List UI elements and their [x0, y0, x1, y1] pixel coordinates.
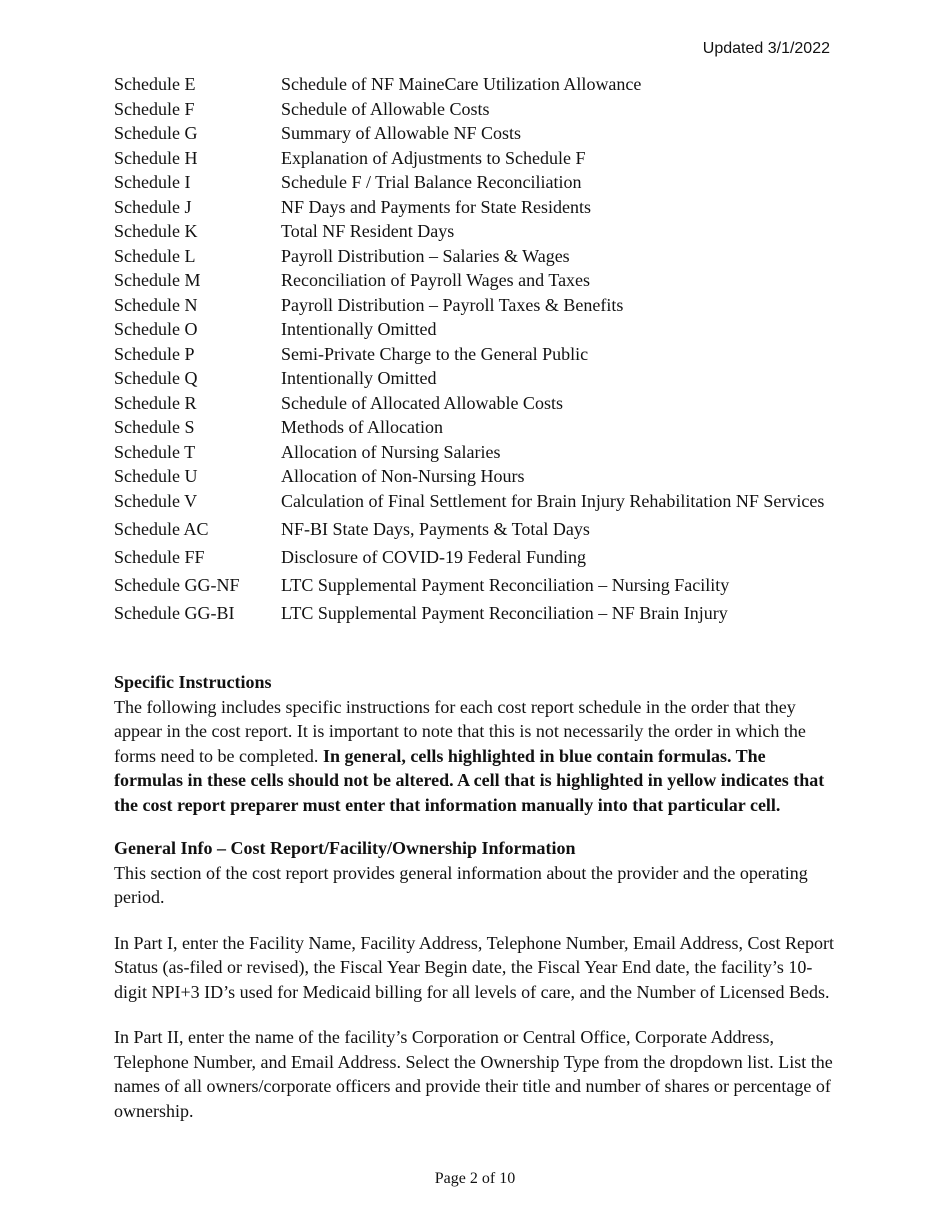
page-number: Page 2 of 10 [434, 1170, 516, 1187]
schedule-desc: Schedule of Allowable Costs [281, 98, 490, 119]
schedule-code: Schedule GG-NF [114, 574, 240, 595]
schedule-desc: Methods of Allocation [281, 417, 443, 437]
schedule-desc: Semi-Private Charge to the General Public [281, 343, 589, 364]
schedule-row [114, 219, 834, 244]
schedule-desc: Summary of Allowable NF Costs [281, 123, 522, 143]
schedule-desc: LTC Supplemental Payment Reconciliation – NF Brain Injury [281, 602, 728, 623]
schedule-desc: Intentionally Omitted [281, 319, 437, 339]
schedule-row [114, 97, 834, 122]
schedule-row [114, 268, 834, 293]
schedule-row [114, 391, 834, 416]
schedule-desc: Total NF Resident Days [281, 221, 455, 241]
schedule-row [114, 244, 834, 269]
schedule-row [114, 317, 834, 342]
schedule-code: Schedule O [114, 319, 198, 339]
schedule-code: Schedule E [114, 74, 196, 94]
schedule-code: Schedule K [114, 221, 198, 241]
schedule-code: Schedule P [114, 343, 195, 364]
schedule-row [114, 489, 834, 514]
schedule-row [114, 146, 834, 171]
instructions-body [114, 670, 836, 1123]
schedule-row [114, 195, 834, 220]
schedule-row [114, 601, 834, 626]
schedule-code: Schedule T [114, 441, 196, 462]
schedule-desc: Allocation of Non-Nursing Hours [281, 466, 525, 486]
schedule-desc: Disclosure of COVID-19 Federal Funding [281, 546, 586, 567]
schedule-row [114, 440, 834, 465]
schedule-row [114, 545, 834, 570]
schedule-code: Schedule FF [114, 546, 205, 567]
schedule-code: Schedule AC [114, 518, 209, 539]
specific-instructions-heading: Specific Instructions [114, 672, 272, 692]
schedule-row [114, 342, 834, 367]
schedule-desc: NF Days and Payments for State Residents [281, 196, 591, 217]
schedule-code: Schedule H [114, 147, 198, 168]
schedule-desc: Calculation of Final Settlement for Brain Injury Rehabilitation NF Services [281, 490, 825, 511]
schedule-desc: Intentionally Omitted [281, 368, 437, 388]
schedule-desc: Reconciliation of Payroll Wages and Taxes [281, 270, 591, 290]
schedule-desc: LTC Supplemental Payment Reconciliation – Nursing Facility [281, 574, 730, 595]
schedule-code: Schedule L [114, 245, 196, 266]
schedule-code: Schedule M [114, 270, 201, 290]
part-two-paragraph: In Part II, enter the name of the facility’s Corporation or Central Office, Corporate Address, Telephone Number, and Email Address. Select the Ownership Type from the dropdown list. List the names of all owners/corporate officers and provide their title and number of shares or percentage of ownership. [114, 1027, 833, 1121]
schedule-code: Schedule I [114, 172, 191, 192]
schedule-desc: NF-BI State Days, Payments & Total Days [281, 518, 590, 539]
general-info-section [114, 836, 836, 910]
schedule-row [114, 415, 834, 440]
schedule-desc: Allocation of Nursing Salaries [281, 441, 501, 462]
schedule-row [114, 464, 834, 489]
schedule-row [114, 366, 834, 391]
schedule-code: Schedule J [114, 196, 192, 217]
schedule-desc: Payroll Distribution – Salaries & Wages [281, 245, 570, 266]
part-one-paragraph: In Part I, enter the Facility Name, Facility Address, Telephone Number, Email Address, Cost Report Status (as-filed or revised), the Fiscal Year Begin date, the Fiscal Year End date, the facility’s 10-digit NPI+3 ID’s used for Medicaid billing for all levels of care, and the Number of Licensed Beds. [114, 932, 835, 1002]
schedule-row [114, 293, 834, 318]
specific-instructions-text [114, 695, 836, 818]
schedule-code: Schedule F [114, 98, 195, 119]
schedule-code: Schedule GG-BI [114, 602, 235, 623]
schedule-row [114, 170, 834, 195]
schedule-code: Schedule Q [114, 368, 198, 388]
schedule-code: Schedule R [114, 392, 197, 413]
general-info-heading: General Info – Cost Report/Facility/Ownership Information [114, 838, 576, 858]
schedule-desc: Schedule of Allocated Allowable Costs [281, 392, 563, 413]
schedule-desc: Schedule F / Trial Balance Reconciliation [281, 172, 582, 192]
schedule-code: Schedule V [114, 490, 198, 511]
schedule-code: Schedule U [114, 466, 198, 486]
specific-instructions-plain: The following includes specific instructions for each cost report schedule in the order that they appear in the cost report. It is important to note that this is not necessarily the order in which the forms need to be completed. [114, 696, 806, 766]
schedule-desc: Explanation of Adjustments to Schedule F [281, 147, 586, 168]
schedule-row [114, 517, 834, 542]
schedule-code: Schedule S [114, 417, 195, 437]
schedule-list [114, 72, 834, 625]
schedule-desc: Schedule of NF MaineCare Utilization Allowance [281, 74, 642, 94]
schedule-code: Schedule G [114, 123, 198, 143]
schedule-code: Schedule N [114, 294, 198, 315]
updated-date: Updated 3/1/2022 [702, 40, 830, 57]
specific-instructions-bold: In general, cells highlighted in blue contain formulas. The formulas in these cells should not be altered. A cell that is highlighted in yellow indicates that the cost report preparer must enter that information manually into that particular cell. [114, 745, 825, 815]
schedule-row [114, 72, 834, 97]
general-info-intro: This section of the cost report provides general information about the provider and the operating period. [114, 862, 808, 907]
schedule-row [114, 121, 834, 146]
schedule-desc: Payroll Distribution – Payroll Taxes & Benefits [281, 294, 624, 315]
specific-instructions-section [114, 670, 836, 817]
schedule-row [114, 573, 834, 598]
